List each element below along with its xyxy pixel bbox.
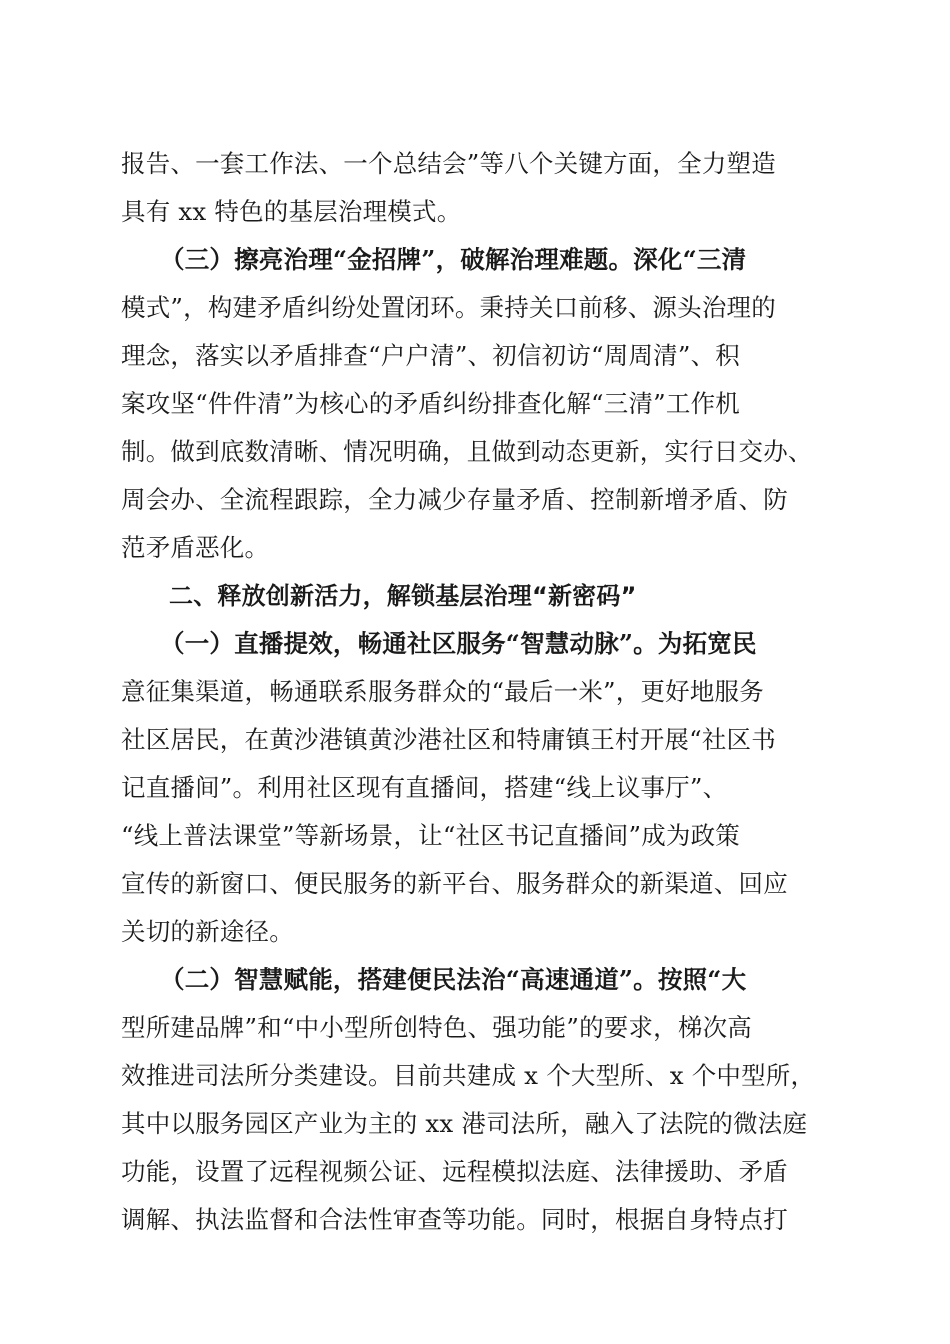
paragraph-line: （三）擦亮治理“金招牌”，破解治理难题。深化“三清 bbox=[160, 245, 747, 274]
section-heading: 二、释放创新活力，解锁基层治理“新密码” bbox=[169, 582, 637, 610]
paragraph-line: 效推进司法所分类建设。目前共建成 x 个大型所、x 个中型所， bbox=[121, 1061, 816, 1090]
paragraph-line: 宣传的新窗口、便民服务的新平台、服务群众的新渠道、回应 bbox=[121, 869, 788, 898]
paragraph-line: 范矛盾恶化。 bbox=[121, 533, 270, 562]
paragraph-line: 社区居民，在黄沙港镇黄沙港社区和特庸镇王村开展“社区书 bbox=[121, 725, 776, 754]
paragraph-line: 模式”，构建矛盾纠纷处置闭环。秉持关口前移、源头治理的 bbox=[121, 293, 776, 322]
paragraph-line: 调解、执法监督和合法性审查等功能。同时，根据自身特点打 bbox=[121, 1205, 788, 1234]
paragraph-line: 周会办、全流程跟踪，全力减少存量矛盾、控制新增矛盾、防 bbox=[121, 485, 788, 514]
paragraph-line: 具有 xx 特色的基层治理模式。 bbox=[121, 197, 462, 226]
paragraph-line: 意征集渠道，畅通联系服务群众的“最后一米”，更好地服务 bbox=[121, 677, 764, 706]
paragraph-line: 制。做到底数清晰、情况明确，且做到动态更新，实行日交办、 bbox=[121, 437, 813, 466]
paragraph-line: （二）智慧赋能，搭建便民法治“高速通道”。按照“大 bbox=[160, 965, 747, 994]
paragraph-line: 理念，落实以矛盾排查“户户清”、初信初访“周周清”、积 bbox=[121, 341, 740, 370]
paragraph-line: （一）直播提效，畅通社区服务“智慧动脉”。为拓宽民 bbox=[160, 629, 757, 658]
paragraph-line: 型所建品牌”和“中小型所创特色、强功能”的要求，梯次高 bbox=[121, 1013, 752, 1042]
paragraph-line: “线上普法课堂”等新场景，让“社区书记直播间”成为政策 bbox=[121, 821, 740, 850]
paragraph-line: 关切的新途径。 bbox=[121, 917, 294, 946]
paragraph-line: 记直播间”。利用社区现有直播间，搭建“线上议事厅”、 bbox=[121, 773, 728, 802]
paragraph-line: 其中以服务园区产业为主的 xx 港司法所，融入了法院的微法庭 bbox=[121, 1109, 808, 1138]
paragraph-line: 案攻坚“件件清”为核心的矛盾纠纷排查化解“三清”工作机 bbox=[121, 389, 740, 418]
paragraph-line: 功能，设置了远程视频公证、远程模拟法庭、法律援助、矛盾 bbox=[121, 1157, 788, 1186]
paragraph-line: 报告、一套工作法、一个总结会”等八个关键方面，全力塑造 bbox=[121, 149, 776, 178]
